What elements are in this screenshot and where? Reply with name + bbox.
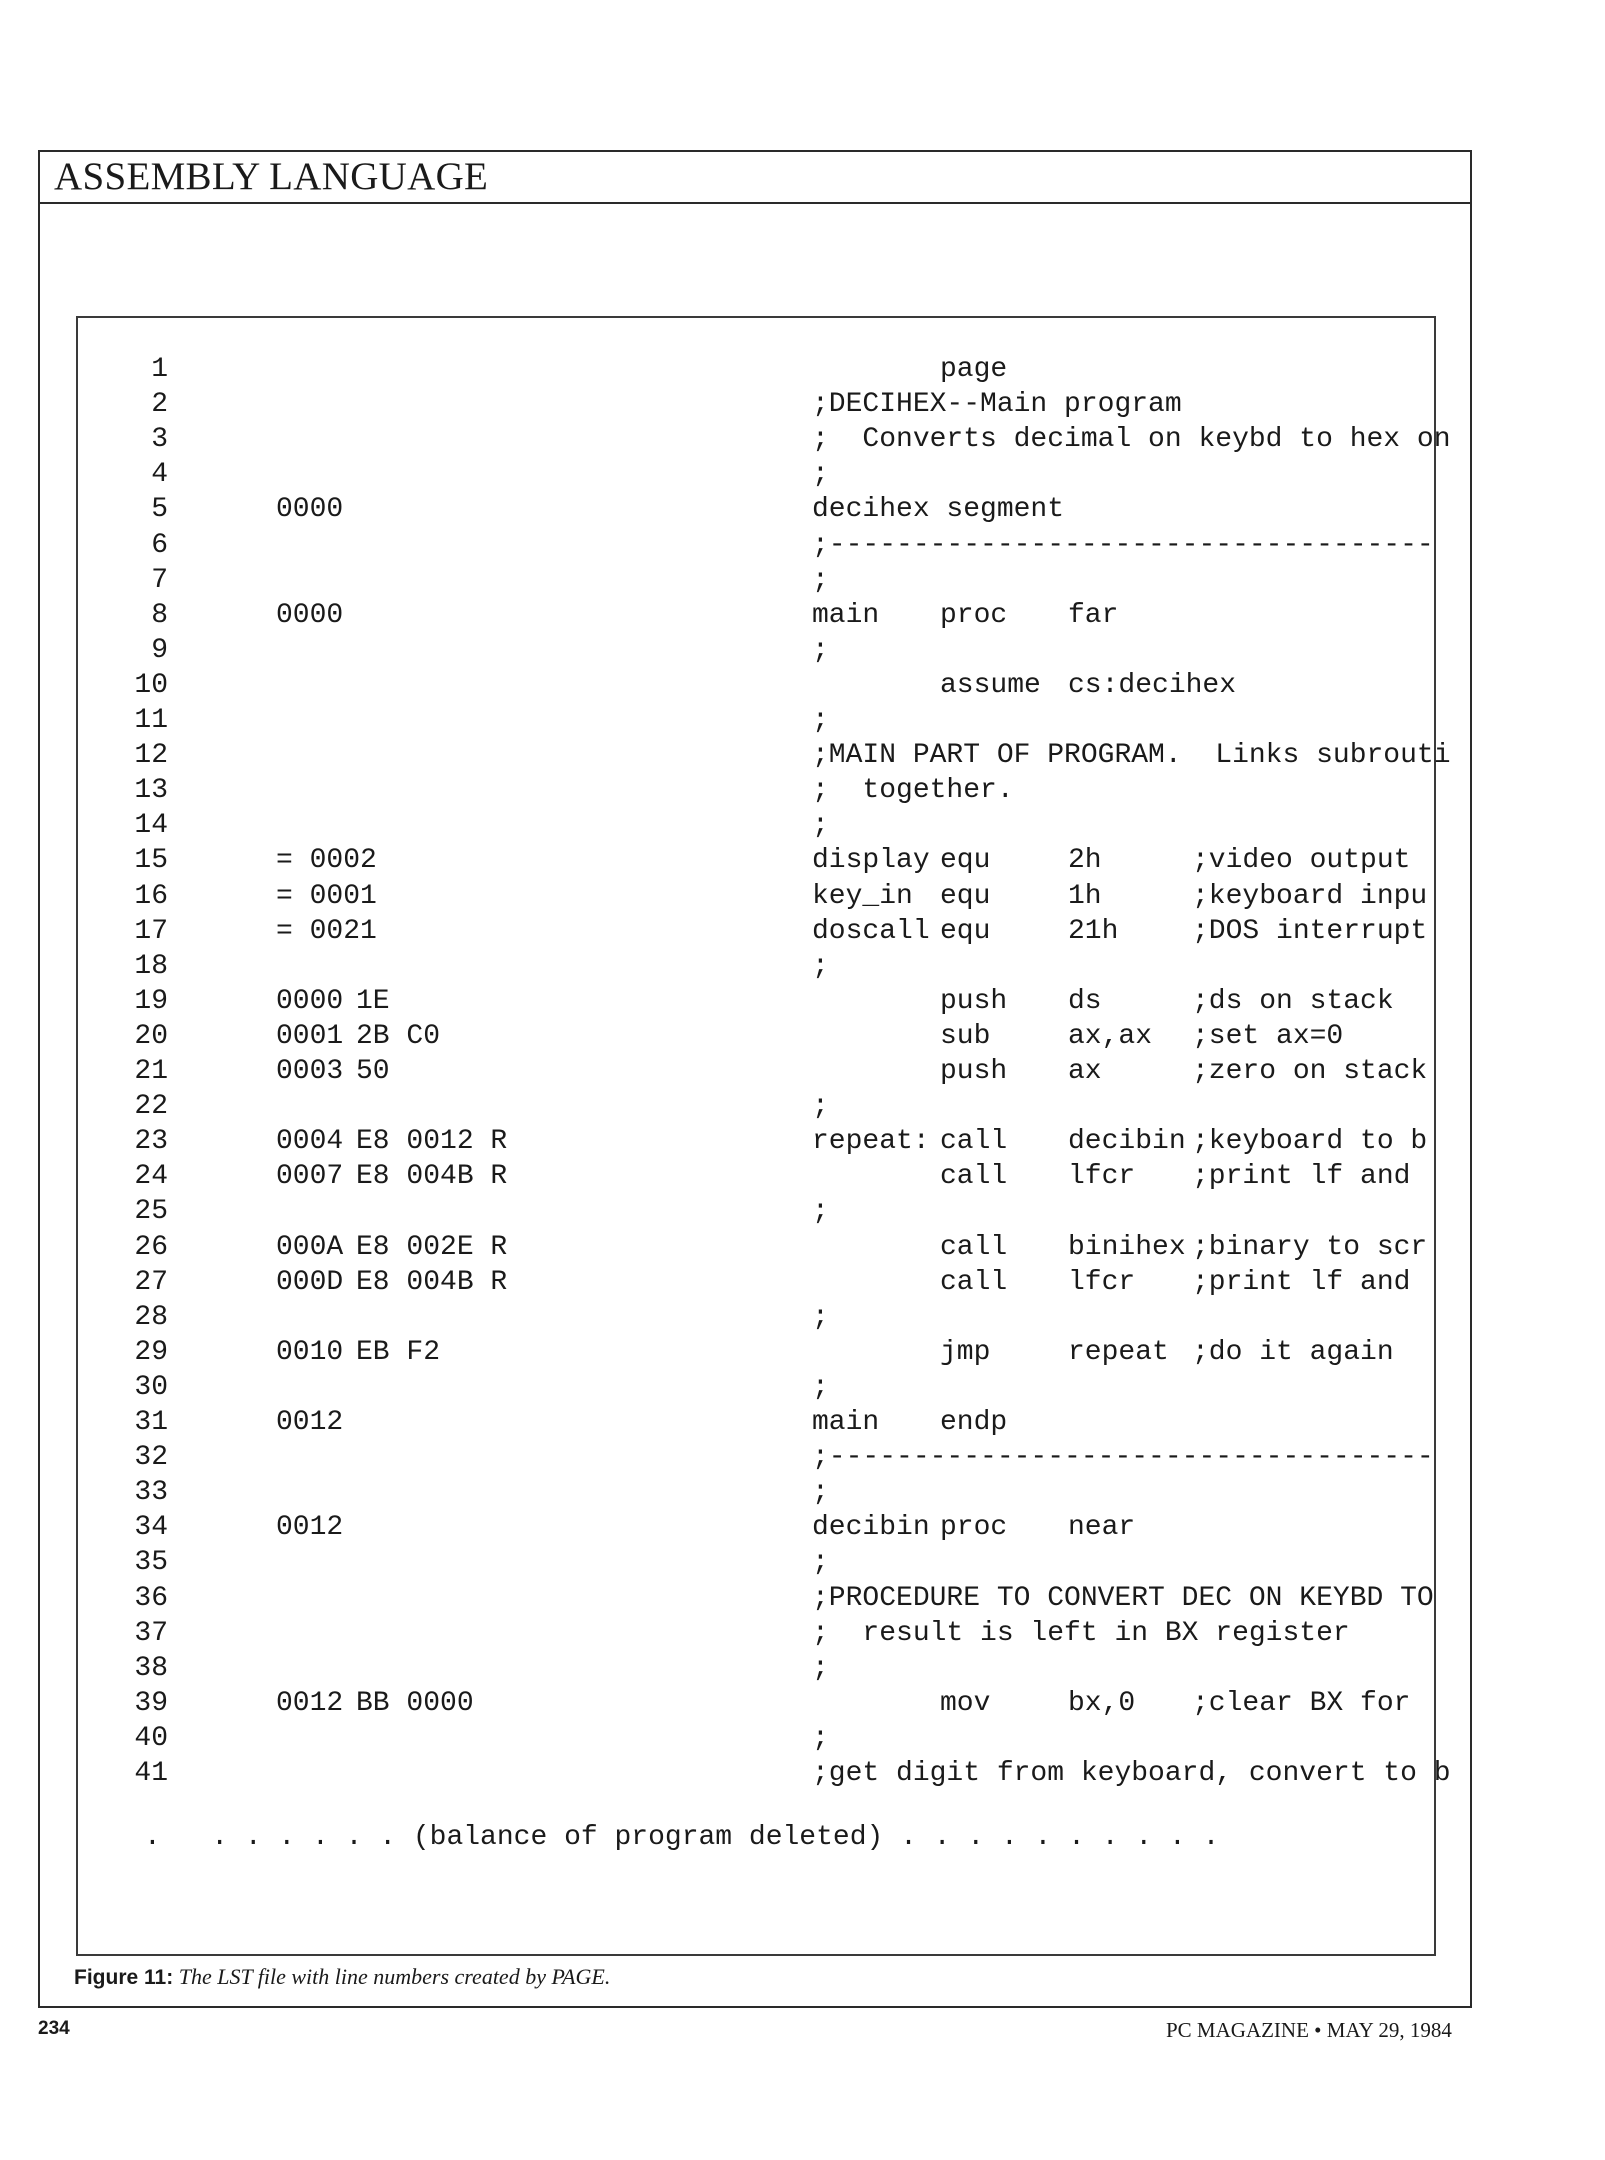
mnemonic: sub (940, 1020, 991, 1052)
line-number: 30 (134, 1371, 168, 1403)
listing-line (78, 984, 1434, 1020)
comment: ;keyboard inpu (1192, 880, 1428, 912)
listing-line (78, 1300, 1434, 1336)
label: display (812, 845, 930, 877)
address: 0012 (276, 1407, 344, 1438)
listing-line (78, 387, 1434, 423)
source-text: ; Converts decimal on keybd to hex on (812, 424, 1451, 456)
comment: ;zero on stack (1192, 1056, 1428, 1087)
listing-line (78, 843, 1434, 879)
operand: 2h (1068, 845, 1102, 877)
address: 000A (276, 1231, 344, 1263)
listing-line (78, 879, 1434, 915)
listing-line (78, 668, 1434, 704)
mnemonic: push (940, 985, 1008, 1017)
mnemonic: push (940, 1056, 1008, 1087)
source-text: ; (812, 1722, 829, 1754)
operand: cs:decihex (1068, 669, 1237, 701)
listing-line (78, 422, 1451, 458)
source-text: ; (812, 810, 829, 842)
object-code: E8 004B R (356, 1161, 508, 1193)
mnemonic: page (940, 354, 1008, 385)
source-text: ; (812, 1301, 829, 1333)
line-number: 22 (134, 1091, 168, 1123)
listing-line (78, 1440, 1434, 1476)
label: main (812, 1407, 880, 1438)
comment: ;ds on stack (1192, 985, 1394, 1017)
mnemonic: equ (940, 845, 991, 877)
listing-line (78, 1230, 1434, 1266)
source-text: ; (812, 1547, 829, 1579)
caption-label: Figure 11: (74, 1966, 174, 1989)
listing-line (78, 1756, 1451, 1792)
listing-line (78, 914, 1434, 950)
label: key_in (812, 880, 913, 912)
line-number: 29 (134, 1336, 168, 1368)
address: 0001 (276, 1020, 344, 1052)
address: 0000 (276, 494, 344, 526)
address: 0003 (276, 1056, 344, 1087)
comment: ;do it again (1192, 1336, 1394, 1368)
line-number: 37 (134, 1617, 168, 1649)
listing-line (78, 1265, 1434, 1301)
listing-line (78, 457, 1434, 493)
listing-line (78, 1475, 1434, 1511)
figure-caption (74, 1964, 610, 1990)
operand: decibin (1068, 1126, 1186, 1158)
listing-line (78, 1405, 1434, 1441)
mnemonic: proc (940, 599, 1008, 631)
line-number: 39 (134, 1687, 168, 1719)
source-text: ;DECIHEX--Main program (812, 389, 1182, 421)
address: 000D (276, 1266, 344, 1298)
mnemonic: call (940, 1266, 1008, 1298)
line-number: 35 (134, 1547, 168, 1579)
operand: bx,0 (1068, 1687, 1136, 1719)
line-number: 5 (151, 494, 168, 526)
source-text: ; (812, 1091, 829, 1123)
object-code: 1E (356, 985, 390, 1017)
operand: far (1068, 599, 1119, 631)
source-text: ; (812, 1196, 829, 1228)
address: = 0001 (276, 880, 377, 912)
code-listing (76, 316, 1451, 1956)
listing-line (78, 1651, 1434, 1687)
listing-line (78, 1054, 1434, 1090)
balance-note: . . . . . . . (balance of program deleted) . . . . . . . . . . (144, 1822, 1220, 1853)
listing-line (78, 1370, 1434, 1406)
source-text: ; (812, 705, 829, 736)
line-number: 2 (151, 389, 168, 421)
listing-line (78, 949, 1434, 985)
line-number: 41 (134, 1758, 168, 1789)
operand: 21h (1068, 915, 1119, 947)
listing-line (78, 1159, 1434, 1195)
line-number: 38 (134, 1652, 168, 1684)
line-number: 11 (134, 705, 168, 736)
line-number: 18 (134, 950, 168, 982)
address: 0012 (276, 1687, 344, 1719)
listing-line (78, 563, 1434, 599)
listing-line (78, 598, 1434, 634)
listing-line (78, 1545, 1434, 1581)
mnemonic: assume (940, 669, 1041, 701)
comment: ;DOS interrupt (1192, 915, 1428, 947)
section-title: ASSEMBLY LANGUAGE (40, 152, 1470, 204)
object-code: 50 (356, 1056, 390, 1087)
object-code: E8 002E R (356, 1231, 508, 1263)
object-code: E8 0012 R (356, 1126, 508, 1158)
source-text: ; (812, 950, 829, 982)
operand: ax,ax (1068, 1020, 1153, 1052)
comment: ;print lf and (1192, 1161, 1411, 1193)
mnemonic: call (940, 1161, 1008, 1193)
line-number: 13 (134, 775, 168, 807)
mnemonic: proc (940, 1512, 1008, 1544)
listing-line (78, 808, 1434, 844)
listing-line (78, 1194, 1434, 1230)
mnemonic: equ (940, 880, 991, 912)
listing-line (78, 1581, 1434, 1617)
page-number: 234 (38, 2018, 70, 2039)
line-number: 28 (134, 1301, 168, 1333)
line-number: 7 (151, 564, 168, 596)
line-number: 16 (134, 880, 168, 912)
mnemonic: call (940, 1231, 1008, 1263)
line-number: 36 (134, 1582, 168, 1614)
comment: ;binary to scr (1192, 1231, 1428, 1263)
source-text: ; result is left in BX register (812, 1617, 1350, 1649)
line-number: 27 (134, 1266, 168, 1298)
listing-line (78, 738, 1451, 774)
label: decibin (812, 1512, 930, 1544)
operand: repeat (1068, 1336, 1169, 1368)
listing-line (78, 1686, 1434, 1722)
line-number: 21 (134, 1056, 168, 1087)
line-number: 34 (134, 1512, 168, 1544)
line-number: 40 (134, 1722, 168, 1754)
operand: 1h (1068, 880, 1102, 912)
listing-line (78, 1335, 1434, 1371)
operand: near (1068, 1512, 1136, 1544)
source-text: ;------------------------------------ (812, 529, 1434, 561)
footer-credit: PC MAGAZINE • MAY 29, 1984 (1166, 2018, 1452, 2042)
address: 0000 (276, 599, 344, 631)
label: doscall (812, 915, 930, 947)
mnemonic: mov (940, 1687, 991, 1719)
line-number: 19 (134, 985, 168, 1017)
line-number: 15 (134, 845, 168, 877)
line-number: 3 (151, 424, 168, 456)
listing-line (78, 1019, 1434, 1055)
source-text: ; (812, 1477, 829, 1509)
source-text: decihex segment (812, 494, 1065, 526)
object-code: BB 0000 (356, 1687, 474, 1719)
line-number: 31 (134, 1407, 168, 1438)
address: 0000 (276, 985, 344, 1017)
operand: ds (1068, 985, 1102, 1017)
listing-line (78, 1510, 1434, 1546)
operand: lfcr (1068, 1161, 1136, 1193)
listing-line (78, 1616, 1434, 1652)
comment: ;clear BX for (1192, 1687, 1411, 1719)
source-text: ; (812, 1371, 829, 1403)
listing-line (78, 633, 1434, 669)
address: 0012 (276, 1512, 344, 1544)
address: = 0021 (276, 915, 377, 947)
mnemonic: call (940, 1126, 1008, 1158)
address: 0010 (276, 1336, 344, 1368)
line-number: 33 (134, 1477, 168, 1509)
address: = 0002 (276, 845, 377, 877)
label: repeat: (812, 1126, 930, 1158)
line-number: 14 (134, 810, 168, 842)
source-text: ;MAIN PART OF PROGRAM. Links subrouti (812, 740, 1451, 772)
caption-text: The LST file with line numbers created by PAGE. (178, 1964, 611, 1989)
line-number: 17 (134, 915, 168, 947)
listing-line (78, 1124, 1434, 1160)
line-number: 26 (134, 1231, 168, 1263)
listing-line (78, 703, 1434, 739)
line-number: 23 (134, 1126, 168, 1158)
comment: ;video output (1192, 845, 1411, 877)
listing-line (78, 352, 1434, 388)
line-number: 4 (151, 459, 168, 491)
line-number: 24 (134, 1161, 168, 1193)
line-number: 6 (151, 529, 168, 561)
line-number: 1 (151, 354, 168, 385)
page-frame (38, 150, 1472, 2008)
object-code: 2B C0 (356, 1020, 441, 1052)
address: 0007 (276, 1161, 344, 1193)
operand: ax (1068, 1056, 1102, 1087)
comment: ;print lf and (1192, 1266, 1411, 1298)
line-number: 25 (134, 1196, 168, 1228)
source-text: ; together. (812, 775, 1014, 807)
mnemonic: jmp (940, 1336, 991, 1368)
source-text: ; (812, 634, 829, 666)
mnemonic: equ (940, 915, 991, 947)
listing-line (78, 492, 1434, 528)
source-text: ; (812, 459, 829, 491)
listing-line (78, 1089, 1434, 1125)
operand: binihex (1068, 1231, 1186, 1263)
line-number: 10 (134, 669, 168, 701)
mnemonic: endp (940, 1407, 1008, 1438)
listing-line (78, 773, 1434, 809)
line-number: 32 (134, 1442, 168, 1474)
object-code: E8 004B R (356, 1266, 508, 1298)
operand: lfcr (1068, 1266, 1136, 1298)
label: main (812, 599, 880, 631)
listing-line (78, 528, 1434, 564)
line-number: 20 (134, 1020, 168, 1052)
object-code: EB F2 (356, 1336, 441, 1368)
listing-line (78, 1721, 1434, 1757)
source-text: ;get digit from keyboard, convert to b (812, 1758, 1451, 1789)
source-text: ;PROCEDURE TO CONVERT DEC ON KEYBD TO (812, 1582, 1434, 1614)
source-text: ;------------------------------------ (812, 1442, 1434, 1474)
comment: ;set ax=0 (1192, 1020, 1344, 1052)
comment: ;keyboard to b (1192, 1126, 1428, 1158)
line-number: 12 (134, 740, 168, 772)
address: 0004 (276, 1126, 344, 1158)
source-text: ; (812, 1652, 829, 1684)
line-number: 9 (151, 634, 168, 666)
source-text: ; (812, 564, 829, 596)
line-number: 8 (151, 599, 168, 631)
